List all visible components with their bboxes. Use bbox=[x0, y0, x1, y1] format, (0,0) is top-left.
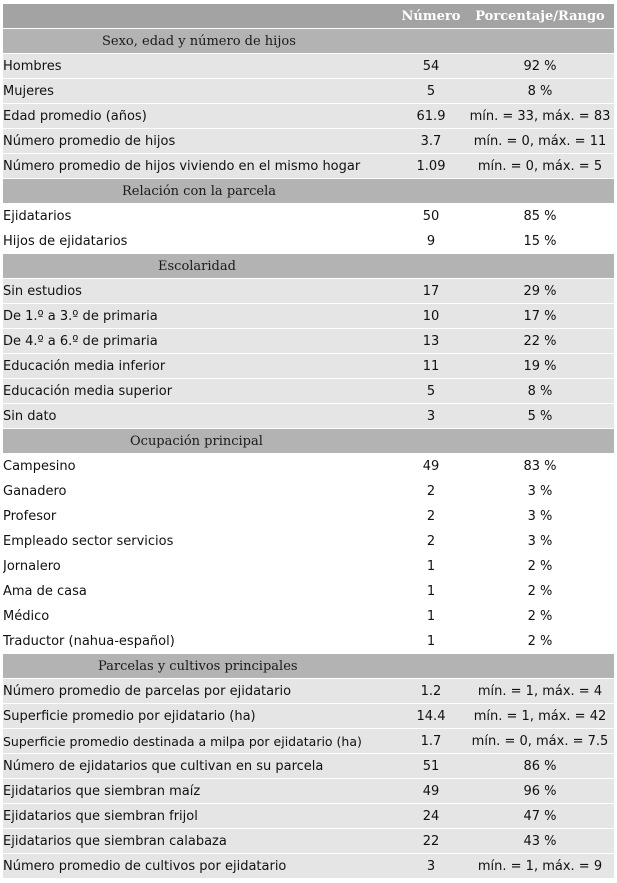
section-row bbox=[3, 654, 614, 679]
row-number: 1.7 bbox=[396, 729, 466, 754]
row-value: 3 % bbox=[466, 529, 614, 554]
table-row bbox=[3, 379, 614, 404]
row-value: 85 % bbox=[466, 204, 614, 229]
section-row bbox=[3, 429, 614, 454]
row-value: 96 % bbox=[466, 779, 614, 804]
table-row bbox=[3, 154, 614, 179]
row-label: Ejidatarios bbox=[3, 204, 396, 229]
row-value: 17 % bbox=[466, 304, 614, 329]
row-value: 86 % bbox=[466, 754, 614, 779]
table-row bbox=[3, 454, 614, 479]
data-table bbox=[3, 4, 614, 879]
row-value: 2 % bbox=[466, 629, 614, 654]
table-row bbox=[3, 679, 614, 704]
row-value: mín. = 0, máx. = 11 bbox=[466, 129, 614, 154]
row-value: 2 % bbox=[466, 604, 614, 629]
table-row bbox=[3, 479, 614, 504]
row-label: Sin estudios bbox=[3, 279, 396, 304]
row-value: 29 % bbox=[466, 279, 614, 304]
row-label: Campesino bbox=[3, 454, 396, 479]
table-row bbox=[3, 354, 614, 379]
table-row bbox=[3, 704, 614, 729]
table-row bbox=[3, 279, 614, 304]
row-label: Sin dato bbox=[3, 404, 396, 429]
table-row bbox=[3, 554, 614, 579]
section-title: Ocupación principal bbox=[3, 429, 614, 454]
row-value: 43 % bbox=[466, 829, 614, 854]
row-value: 8 % bbox=[466, 379, 614, 404]
header-label bbox=[3, 4, 396, 29]
row-number: 22 bbox=[396, 829, 466, 854]
row-label: Jornalero bbox=[3, 554, 396, 579]
table-row bbox=[3, 604, 614, 629]
row-label: Educación media superior bbox=[3, 379, 396, 404]
row-label: Ejidatarios que siembran calabaza bbox=[3, 829, 396, 854]
table-row bbox=[3, 779, 614, 804]
row-label: Edad promedio (años) bbox=[3, 104, 396, 129]
row-number: 10 bbox=[396, 304, 466, 329]
row-number: 3 bbox=[396, 854, 466, 879]
table-row bbox=[3, 304, 614, 329]
table-row bbox=[3, 829, 614, 854]
row-number: 14.4 bbox=[396, 704, 466, 729]
table-row bbox=[3, 54, 614, 79]
row-number: 1 bbox=[396, 554, 466, 579]
row-value: mín. = 0, máx. = 5 bbox=[466, 154, 614, 179]
row-label: De 4.º a 6.º de primaria bbox=[3, 329, 396, 354]
section-row bbox=[3, 29, 614, 54]
row-number: 1 bbox=[396, 629, 466, 654]
row-label: Número promedio de hijos viviendo en el mismo hogar bbox=[3, 154, 396, 179]
row-number: 49 bbox=[396, 779, 466, 804]
table-row bbox=[3, 204, 614, 229]
row-label: Superficie promedio por ejidatario (ha) bbox=[3, 704, 396, 729]
row-number: 1.2 bbox=[396, 679, 466, 704]
row-label: Superficie promedio destinada a milpa por ejidatario (ha) bbox=[3, 729, 396, 754]
row-number: 2 bbox=[396, 529, 466, 554]
table-row bbox=[3, 754, 614, 779]
table-row bbox=[3, 579, 614, 604]
section-title: Parcelas y cultivos principales bbox=[3, 654, 614, 679]
row-number: 51 bbox=[396, 754, 466, 779]
section-title: Sexo, edad y número de hijos bbox=[3, 29, 614, 54]
table-row bbox=[3, 804, 614, 829]
row-value: 2 % bbox=[466, 579, 614, 604]
row-label: Ejidatarios que siembran maíz bbox=[3, 779, 396, 804]
row-label: De 1.º a 3.º de primaria bbox=[3, 304, 396, 329]
row-label: Traductor (nahua-español) bbox=[3, 629, 396, 654]
row-label: Número de ejidatarios que cultivan en su parcela bbox=[3, 754, 396, 779]
table-row bbox=[3, 104, 614, 129]
row-number: 5 bbox=[396, 79, 466, 104]
row-label: Ejidatarios que siembran frijol bbox=[3, 804, 396, 829]
row-value: 19 % bbox=[466, 354, 614, 379]
row-number: 49 bbox=[396, 454, 466, 479]
row-value: mín. = 33, máx. = 83 bbox=[466, 104, 614, 129]
table-row bbox=[3, 854, 614, 879]
table-header bbox=[3, 4, 614, 29]
row-label: Número promedio de parcelas por ejidatario bbox=[3, 679, 396, 704]
section-title: Escolaridad bbox=[3, 254, 614, 279]
row-number: 54 bbox=[396, 54, 466, 79]
row-label: Número promedio de hijos bbox=[3, 129, 396, 154]
table-row bbox=[3, 529, 614, 554]
row-label: Número promedio de cultivos por ejidatario bbox=[3, 854, 396, 879]
row-number: 3.7 bbox=[396, 129, 466, 154]
row-number: 1 bbox=[396, 604, 466, 629]
table-row bbox=[3, 129, 614, 154]
row-value: mín. = 1, máx. = 42 bbox=[466, 704, 614, 729]
row-label: Médico bbox=[3, 604, 396, 629]
row-number: 1 bbox=[396, 579, 466, 604]
row-value: 92 % bbox=[466, 54, 614, 79]
row-number: 1.09 bbox=[396, 154, 466, 179]
row-label: Profesor bbox=[3, 504, 396, 529]
section-row bbox=[3, 179, 614, 204]
row-value: 47 % bbox=[466, 804, 614, 829]
row-label: Educación media inferior bbox=[3, 354, 396, 379]
row-label: Hijos de ejidatarios bbox=[3, 229, 396, 254]
table-row bbox=[3, 329, 614, 354]
section-row bbox=[3, 254, 614, 279]
row-value: mín. = 1, máx. = 9 bbox=[466, 854, 614, 879]
row-number: 50 bbox=[396, 204, 466, 229]
row-label: Mujeres bbox=[3, 79, 396, 104]
row-value: 5 % bbox=[466, 404, 614, 429]
row-number: 17 bbox=[396, 279, 466, 304]
table-row bbox=[3, 79, 614, 104]
header-number: Número bbox=[396, 4, 466, 29]
row-value: 15 % bbox=[466, 229, 614, 254]
table-row bbox=[3, 729, 614, 754]
row-number: 9 bbox=[396, 229, 466, 254]
row-number: 3 bbox=[396, 404, 466, 429]
row-value: 3 % bbox=[466, 479, 614, 504]
row-number: 11 bbox=[396, 354, 466, 379]
row-label: Empleado sector servicios bbox=[3, 529, 396, 554]
table-row bbox=[3, 229, 614, 254]
row-label: Ama de casa bbox=[3, 579, 396, 604]
row-number: 61.9 bbox=[396, 104, 466, 129]
table-row bbox=[3, 404, 614, 429]
row-value: 2 % bbox=[466, 554, 614, 579]
row-number: 5 bbox=[396, 379, 466, 404]
row-number: 24 bbox=[396, 804, 466, 829]
section-title: Relación con la parcela bbox=[3, 179, 614, 204]
row-value: 22 % bbox=[466, 329, 614, 354]
row-value: mín. = 0, máx. = 7.5 bbox=[466, 729, 614, 754]
row-value: 3 % bbox=[466, 504, 614, 529]
row-number: 13 bbox=[396, 329, 466, 354]
row-number: 2 bbox=[396, 479, 466, 504]
table-row bbox=[3, 629, 614, 654]
row-value: 8 % bbox=[466, 79, 614, 104]
table-row bbox=[3, 504, 614, 529]
row-number: 2 bbox=[396, 504, 466, 529]
row-label: Ganadero bbox=[3, 479, 396, 504]
row-label: Hombres bbox=[3, 54, 396, 79]
header-percent: Porcentaje/Rango bbox=[466, 4, 614, 29]
row-value: mín. = 1, máx. = 4 bbox=[466, 679, 614, 704]
row-value: 83 % bbox=[466, 454, 614, 479]
